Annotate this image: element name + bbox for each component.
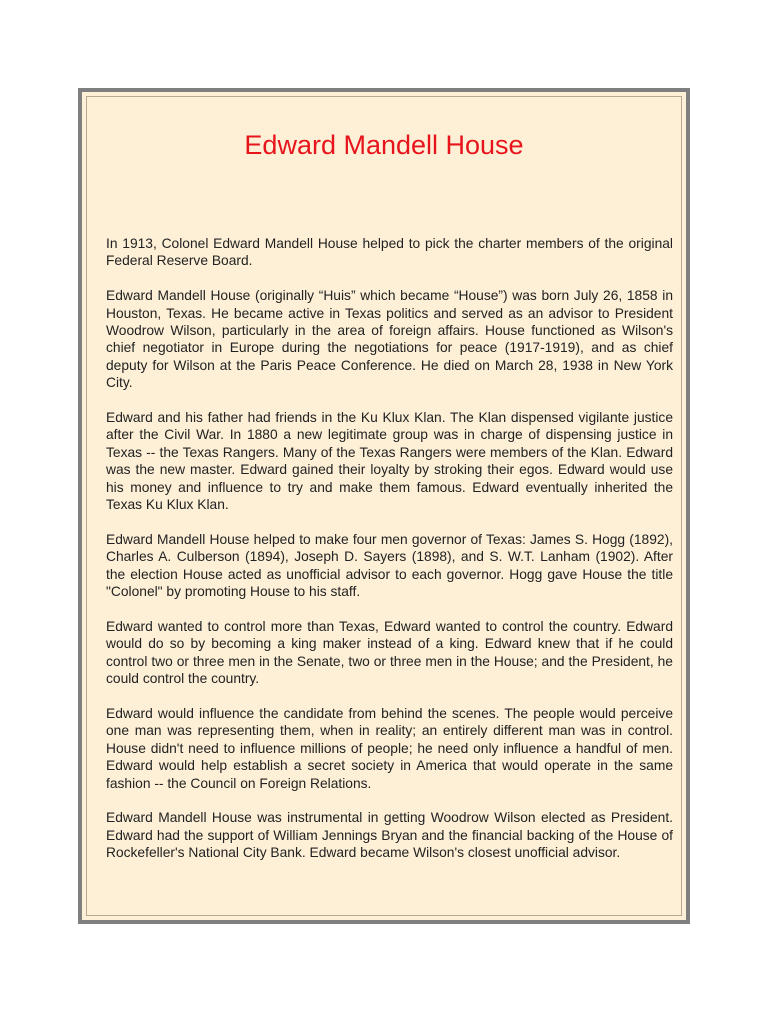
document-title: Edward Mandell House [244, 130, 524, 160]
paragraph: Edward Mandell House was instrumental in getting Woodrow Wilson elected as President. Edward had the support of William Jennings Bryan and the financial backing of the House of Rockefeller's National City Bank. Edward became Wilson's closest unofficial advisor. [106, 810, 673, 861]
document-body [106, 235, 673, 879]
paragraph: Edward wanted to control more than Texas, Edward wanted to control the country. Edward would do so by becoming a king maker instead of a king. Edward knew that if he could control two or three men in the Senate, two or three men in the House; and the President, he could control the country. [106, 618, 673, 687]
paragraph: Edward Mandell House (originally “Huis” which became “House”) was born July 26, 1858 in Houston, Texas. He became active in Texas politics and served as an advisor to President Woodrow Wilson, particularly in the area of foreign affairs. House functioned as Wilson's chief negotiator in Europe during the negotiations for peace (1917-1919), and as chief deputy for Wilson at the Paris Peace Conference. He died on March 28, 1938 in New York City. [106, 288, 673, 391]
paragraph: Edward and his father had friends in the Ku Klux Klan. The Klan dispensed vigilante justice after the Civil War. In 1880 a new legitimate group was in charge of dispensing justice in Texas -- the Texas Rangers. Many of the Texas Rangers were members of the Klan. Edward was the new master. Edward gained their loyalty by stroking their egos. Edward would use his money and influence to try and make them famous. Edward eventually inherited the Texas Ku Klux Klan. [106, 410, 673, 513]
paragraph: In 1913, Colonel Edward Mandell House helped to pick the charter members of the original Federal Reserve Board. [106, 236, 673, 269]
paragraph: Edward Mandell House helped to make four men governor of Texas: James S. Hogg (1892), Charles A. Culberson (1894), Joseph D. Sayers (1898), and S. W.T. Lanham (1902). After the election House acted as unofficial advisor to each governor. Hogg gave House the title "Colonel" by promoting House to his staff. [106, 531, 673, 600]
document-inner-border [86, 96, 682, 916]
paragraph: Edward would influence the candidate from behind the scenes. The people would perceive one man was representing them, when in reality; an entirely different man was in control. House didn't need to influence millions of people; he need only influence a handful of men. Edward would help establish a secret society in America that would operate in the same fashion -- the Council on Foreign Relations. [106, 705, 673, 791]
document-frame [78, 88, 690, 924]
